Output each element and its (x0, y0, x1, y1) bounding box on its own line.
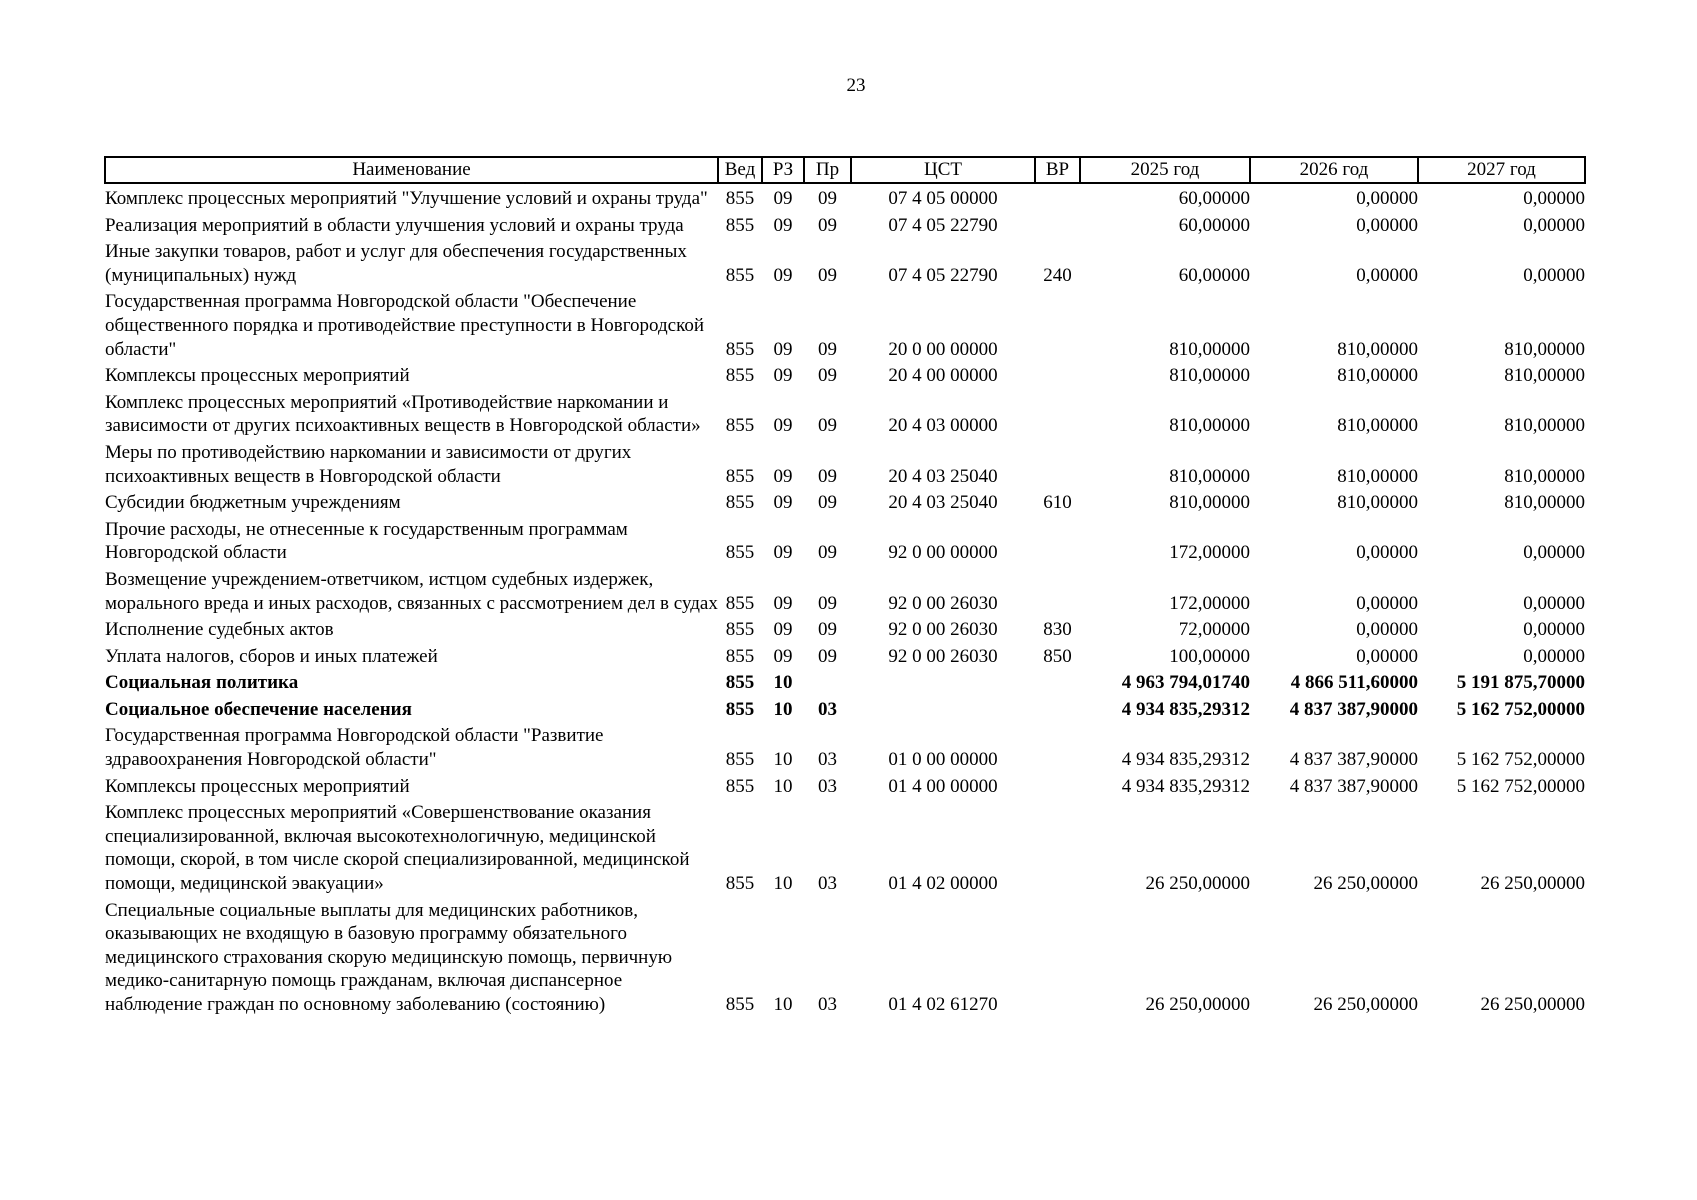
cell-2025: 810,00000 (1169, 365, 1250, 387)
cell-2025: 60,00000 (1178, 188, 1250, 209)
cell-name: Государственная программа Новгородской области "Развитие здравоохранения Новгородской области" (105, 725, 604, 771)
cell-cst: 01 4 02 61270 (888, 994, 998, 1015)
cell-2026: 0,00000 (1356, 188, 1418, 209)
cell-2026: 4 837 387,90000 (1289, 698, 1418, 720)
cell-2027: 0,00000 (1523, 592, 1585, 614)
cell-name: Прочие расходы, не отнесенные к государственным программам Новгородской области (105, 518, 628, 564)
cell-2026: 0,00000 (1356, 542, 1418, 564)
cell-cst (851, 695, 1035, 722)
cell-2026: 810,00000 (1337, 492, 1418, 514)
cell-2027: 810,00000 (1504, 492, 1585, 514)
cell-2027: 0,00000 (1523, 619, 1585, 641)
cell-ved: 855 (725, 492, 755, 514)
cell-vr (1035, 772, 1080, 799)
cell-2027: 26 250,00000 (1480, 873, 1585, 895)
cell-rz: 09 (773, 338, 793, 360)
cell-vr (1035, 361, 1080, 388)
cell-pr: 03 (818, 775, 837, 797)
column-header-2027: 2027 год (1418, 157, 1585, 183)
cell-2027: 26 250,00000 (1480, 994, 1585, 1015)
cell-2027: 5 162 752,00000 (1456, 698, 1585, 720)
cell-2026: 810,00000 (1337, 338, 1418, 360)
cell-2026: 0,00000 (1356, 214, 1418, 236)
cell-cst: 92 0 00 26030 (888, 592, 998, 614)
column-header-pr: Пр (804, 157, 851, 183)
cell-2025: 172,00000 (1169, 592, 1250, 614)
table-body (105, 183, 1585, 1017)
budget-table (104, 156, 1586, 1017)
cell-2027: 0,00000 (1523, 214, 1585, 236)
header-row (105, 157, 1585, 183)
cell-cst: 01 4 02 00000 (888, 873, 998, 895)
cell-pr: 03 (818, 749, 837, 771)
cell-2025: 26 250,00000 (1145, 873, 1250, 895)
cell-2025: 810,00000 (1169, 465, 1250, 487)
cell-ved: 855 (725, 465, 755, 487)
cell-name: Социальное обеспечение населения (105, 698, 412, 720)
cell-rz: 09 (773, 492, 793, 514)
table-row (105, 668, 1585, 695)
cell-rz: 09 (773, 542, 793, 564)
cell-2025: 60,00000 (1178, 214, 1250, 236)
cell-vr (1035, 211, 1080, 238)
cell-cst: 01 4 00 00000 (888, 775, 998, 797)
cell-2027: 5 162 752,00000 (1456, 749, 1585, 771)
column-header-2025: 2025 год (1080, 157, 1250, 183)
cell-name: Государственная программа Новгородской области "Обеспечение общественного порядка и противодействие преступности в Новгородской области" (105, 291, 705, 360)
table-row (105, 772, 1585, 799)
table-row (105, 211, 1585, 238)
cell-2027: 0,00000 (1523, 188, 1585, 209)
cell-2025: 60,00000 (1178, 264, 1250, 286)
cell-cst (851, 668, 1035, 695)
cell-pr: 09 (818, 465, 837, 487)
table-header (105, 157, 1585, 183)
cell-pr: 09 (818, 619, 837, 641)
cell-rz: 09 (773, 592, 793, 614)
cell-2026: 26 250,00000 (1313, 873, 1418, 895)
cell-vr (1035, 438, 1080, 488)
cell-name: Исполнение судебных актов (105, 619, 334, 641)
cell-ved: 855 (725, 188, 755, 209)
cell-2027: 810,00000 (1504, 415, 1585, 437)
table-row (105, 695, 1585, 722)
cell-vr (1035, 565, 1080, 615)
cell-2027: 0,00000 (1523, 542, 1585, 564)
cell-2025: 810,00000 (1169, 338, 1250, 360)
table-row (105, 183, 1585, 211)
cell-2026: 4 866 511,60000 (1290, 672, 1418, 694)
cell-cst: 07 4 05 00000 (888, 188, 998, 209)
cell-pr: 09 (818, 188, 837, 209)
cell-2026: 0,00000 (1356, 264, 1418, 286)
cell-ved: 855 (725, 214, 755, 236)
column-header-2026: 2026 год (1250, 157, 1418, 183)
cell-pr: 09 (818, 492, 837, 514)
cell-2025: 810,00000 (1169, 492, 1250, 514)
cell-vr (1035, 668, 1080, 695)
cell-name: Иные закупки товаров, работ и услуг для обеспечения государственных (муниципальных) нужд (105, 241, 687, 286)
cell-vr: 850 (1043, 645, 1072, 667)
cell-vr (1035, 798, 1080, 895)
cell-ved: 855 (725, 619, 755, 641)
cell-ved: 855 (725, 264, 755, 286)
cell-pr: 09 (818, 542, 837, 564)
table-row (105, 237, 1585, 287)
cell-2026: 0,00000 (1356, 619, 1418, 641)
cell-rz: 09 (773, 415, 793, 437)
cell-2025: 4 934 835,29312 (1121, 698, 1250, 720)
column-header-name: Наименование (105, 157, 718, 183)
cell-cst: 20 4 03 25040 (888, 492, 998, 514)
cell-name: Комплексы процессных мероприятий (105, 365, 410, 387)
cell-2027: 5 162 752,00000 (1456, 775, 1585, 797)
cell-cst: 07 4 05 22790 (888, 214, 998, 236)
cell-cst: 92 0 00 26030 (888, 645, 998, 667)
cell-ved: 855 (725, 645, 755, 667)
cell-cst: 07 4 05 22790 (888, 264, 998, 286)
cell-2026: 4 837 387,90000 (1289, 749, 1418, 771)
cell-pr: 09 (818, 338, 837, 360)
cell-name: Меры по противодействию наркомании и зависимости от других психоактивных веществ в Новгородской области (105, 441, 632, 487)
cell-pr: 09 (818, 645, 837, 667)
cell-ved: 855 (725, 592, 755, 614)
cell-ved: 855 (725, 994, 755, 1015)
table-row (105, 287, 1585, 361)
cell-cst: 20 0 00 00000 (888, 338, 998, 360)
cell-ved: 855 (725, 415, 755, 437)
cell-pr: 03 (818, 873, 837, 895)
cell-cst: 01 0 00 00000 (888, 749, 998, 771)
cell-rz: 09 (773, 465, 793, 487)
cell-rz: 10 (773, 775, 793, 797)
cell-ved: 855 (725, 365, 755, 387)
cell-2027: 810,00000 (1504, 338, 1585, 360)
column-header-cst: ЦСТ (851, 157, 1035, 183)
cell-vr (1035, 287, 1080, 361)
cell-pr: 09 (818, 214, 837, 236)
cell-pr: 09 (818, 415, 837, 437)
cell-pr (804, 668, 851, 695)
cell-ved: 855 (725, 775, 755, 797)
cell-cst: 20 4 03 00000 (888, 415, 998, 437)
cell-2025: 4 934 835,29312 (1121, 775, 1250, 797)
cell-ved: 855 (725, 749, 755, 771)
cell-2025: 26 250,00000 (1145, 994, 1250, 1015)
cell-rz: 09 (773, 188, 793, 209)
cell-vr (1035, 896, 1080, 1017)
cell-vr: 610 (1043, 492, 1072, 514)
cell-2025: 4 963 794,01740 (1121, 672, 1250, 694)
cell-vr: 240 (1043, 264, 1072, 286)
cell-2025: 172,00000 (1169, 542, 1250, 564)
table-row (105, 488, 1585, 515)
cell-2025: 4 934 835,29312 (1121, 749, 1250, 771)
cell-2027: 0,00000 (1523, 645, 1585, 667)
cell-ved: 855 (725, 873, 755, 895)
table-row (105, 642, 1585, 669)
table-row (105, 361, 1585, 388)
cell-name: Комплекс процессных мероприятий "Улучшение условий и охраны труда" (105, 188, 708, 209)
cell-rz: 09 (773, 214, 793, 236)
cell-2026: 4 837 387,90000 (1289, 775, 1418, 797)
cell-2027: 810,00000 (1504, 365, 1585, 387)
cell-2025: 72,00000 (1178, 619, 1250, 641)
column-header-ved: Вед (718, 157, 762, 183)
page-number: 23 (846, 75, 866, 96)
table-row (105, 515, 1585, 565)
cell-name: Возмещение учреждением-ответчиком, истцом судебных издержек, морального вреда и иных расходов, связанных с рассмотрением дел в судах (105, 568, 718, 614)
cell-name: Социальная политика (105, 672, 299, 694)
table-row (105, 565, 1585, 615)
table-row (105, 615, 1585, 642)
cell-cst: 20 4 00 00000 (888, 365, 998, 387)
cell-ved: 855 (725, 672, 755, 694)
cell-rz: 09 (773, 645, 793, 667)
cell-pr: 09 (818, 592, 837, 614)
cell-2026: 810,00000 (1337, 465, 1418, 487)
cell-rz: 10 (773, 873, 793, 895)
cell-vr (1035, 388, 1080, 438)
table-row (105, 721, 1585, 771)
cell-2026: 810,00000 (1337, 415, 1418, 437)
cell-name: Специальные социальные выплаты для медицинских работников, оказывающих не входящую в базовую программу обязательного медицинского страхования скорую медицинскую помощь, первичную медико-санитарную помощь гражданам, включая диспансерное наблюдение граждан по основному заболеванию (состоянию) (105, 899, 673, 1015)
cell-rz: 10 (773, 749, 793, 771)
table-row (105, 438, 1585, 488)
cell-2025: 810,00000 (1169, 415, 1250, 437)
cell-name: Комплексы процессных мероприятий (105, 775, 410, 797)
cell-cst: 92 0 00 00000 (888, 542, 998, 564)
cell-2026: 0,00000 (1356, 645, 1418, 667)
cell-rz: 09 (773, 619, 793, 641)
cell-pr: 09 (818, 365, 837, 387)
cell-vr (1035, 515, 1080, 565)
cell-2026: 0,00000 (1356, 592, 1418, 614)
cell-rz: 09 (773, 264, 793, 286)
table-row (105, 388, 1585, 438)
cell-cst: 92 0 00 26030 (888, 619, 998, 641)
table-row (105, 798, 1585, 895)
cell-rz: 09 (773, 365, 793, 387)
cell-2025: 100,00000 (1169, 645, 1250, 667)
cell-rz: 10 (773, 698, 793, 720)
cell-2027: 0,00000 (1523, 264, 1585, 286)
cell-name: Реализация мероприятий в области улучшения условий и охраны труда (105, 214, 684, 236)
cell-pr: 03 (818, 994, 837, 1015)
cell-name: Комплекс процессных мероприятий «Совершенствование оказания специализированной, включая высокотехнологичную, медицинской помощи, скорой, в том числе скорой специализированной, медицинской помощи, медицинской эвакуации» (105, 802, 690, 895)
cell-rz: 10 (773, 672, 793, 694)
cell-2027: 5 191 875,70000 (1456, 672, 1585, 694)
cell-2026: 26 250,00000 (1313, 994, 1418, 1015)
column-header-vr: ВР (1035, 157, 1080, 183)
cell-pr: 09 (818, 264, 837, 286)
table-row (105, 896, 1585, 1017)
column-header-rz: РЗ (762, 157, 804, 183)
cell-vr: 830 (1043, 619, 1072, 641)
cell-ved: 855 (725, 542, 755, 564)
cell-ved: 855 (725, 338, 755, 360)
cell-rz: 10 (773, 994, 793, 1015)
cell-name: Субсидии бюджетным учреждениям (105, 492, 401, 514)
cell-ved: 855 (725, 698, 755, 720)
cell-2026: 810,00000 (1337, 365, 1418, 387)
cell-name: Комплекс процессных мероприятий «Противодействие наркомании и зависимости от других психоактивных веществ в Новгородской области» (105, 391, 701, 437)
cell-vr (1035, 721, 1080, 771)
cell-name: Уплата налогов, сборов и иных платежей (105, 645, 438, 667)
cell-2027: 810,00000 (1504, 465, 1585, 487)
cell-vr (1035, 695, 1080, 722)
cell-cst: 20 4 03 25040 (888, 465, 998, 487)
cell-vr (1035, 183, 1080, 211)
cell-pr: 03 (818, 698, 837, 720)
